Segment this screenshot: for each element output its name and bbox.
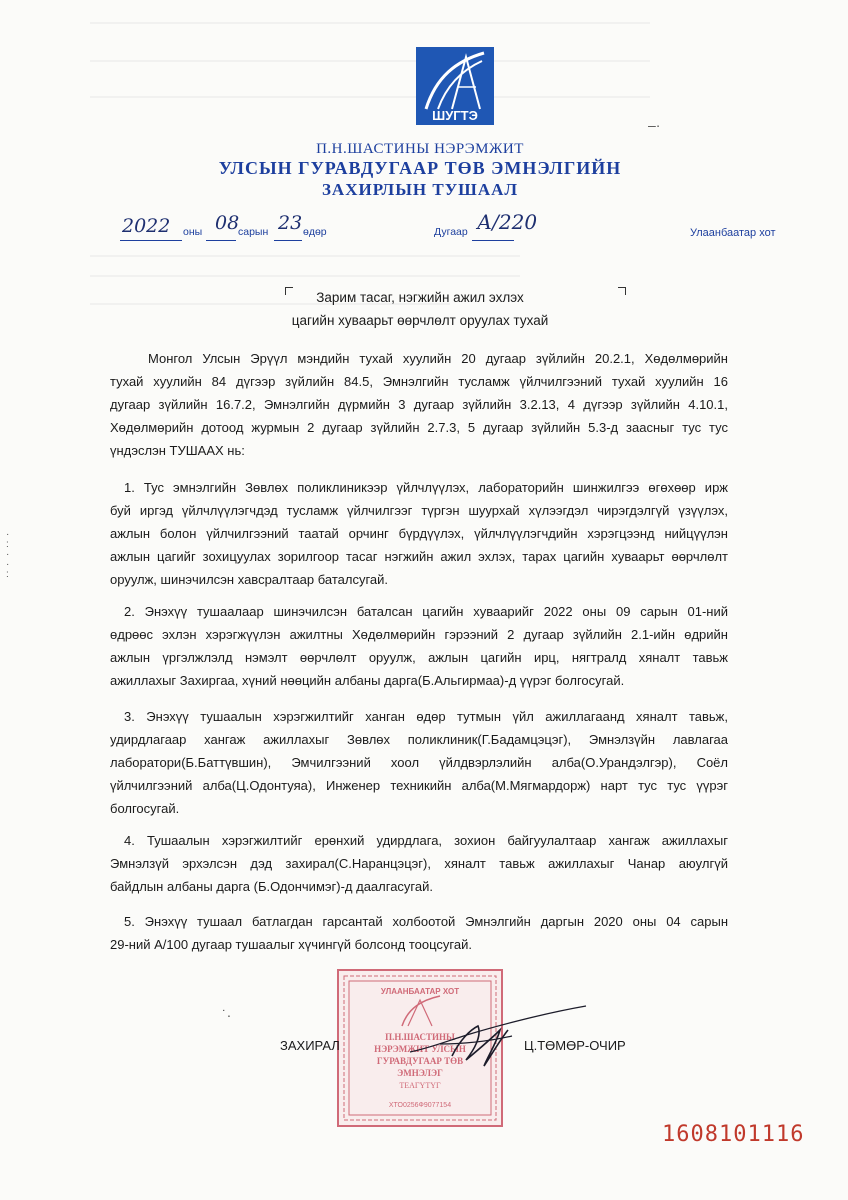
bleed-through-line xyxy=(90,96,650,98)
paragraph-line: оруулж, шинэчилсэн хавсралтаар баталсугай. xyxy=(110,572,389,587)
header-line-3: ЗАХИРЛЫН ТУШААЛ xyxy=(321,180,519,199)
paragraph-line: байдлын албаны дарга (Б.Одончимэг)-д даалгасугай. xyxy=(110,879,433,894)
year-label: оны xyxy=(183,226,203,238)
signatory-title: ЗАХИРАЛ xyxy=(280,1038,340,1053)
day-underline xyxy=(274,240,302,241)
paragraph-line: тухай хуулийн 84 дүгээр зүйлийн 84.5, Эмнэлгийн тусламж үйлчилгээний тухай хуулийн 16 xyxy=(110,374,728,389)
subject-line-1: Зарим тасаг, нэгжийн ажил эхлэх xyxy=(316,290,524,305)
paragraph-line: ажлын цагийг зохицуулах зорилгоор тасаг нэгжийн ажил эхлэх, тарах цагийн хуваарьт өөрчлөлт xyxy=(110,549,728,564)
number-label: Дугаар xyxy=(434,226,468,238)
paragraph-line: 5. Энэхүү тушаал батлагдан гарсантай холбоотой Эмнэлгийн даргын 2020 оны 04 сарын xyxy=(124,914,728,929)
paragraph-line: Монгол Улсын Эрүүл мэндийн тухай хуулийн 20 дугаар зүйлийн 20.2.1, Хөдөлмөрийн xyxy=(148,351,728,366)
bleed-through-line xyxy=(90,60,650,62)
paragraph-line: үндэслэн ТУШААХ нь: xyxy=(110,443,245,458)
day-label: өдөр xyxy=(303,226,327,238)
handwritten-day: 23 xyxy=(278,212,303,234)
stamp-line-5: ТЕАГҮТҮГ xyxy=(399,1081,441,1090)
paragraph-line: 2. Энэхүү тушаалаар шинэчилсэн баталсан цагийн хуваарийг 2022 оны 09 сарын 01-ний xyxy=(124,604,728,619)
stamp-line-4: ЭМНЭЛЭГ xyxy=(397,1068,443,1078)
paragraph-line: буй иргэд үйлчлүүлэгчдэд тусламж үйлчилгээг түргэн шуурхай хүлээгдэл чирэгдэлгүй үзүүлэх, xyxy=(110,503,728,518)
bleed-through-line xyxy=(90,255,520,257)
scan-speck: ˙· xyxy=(222,1007,232,1023)
clause-4-paragraph xyxy=(110,829,728,898)
hospital-logo xyxy=(416,47,494,125)
paragraph-line: үйлчилгээний алба(Ц.Одонтуяа), Инженер техникийн алба(М.Мягмардорж) нарт тус тус үүрэг xyxy=(110,778,728,793)
header-line-1: П.Н.ШАСТИНЫ НЭРЭМЖИТ xyxy=(316,141,524,157)
paragraph-line: Хөдөлмөрийн дотоод журмын 2 дугаар зүйлийн 2.7.3, 5 дугаар зүйлийн 5.3-д заасныг тус тус xyxy=(110,420,728,435)
handwritten-signature xyxy=(400,1000,590,1070)
year-underline xyxy=(120,240,182,241)
clause-1-paragraph xyxy=(110,476,728,591)
paragraph-line: 1. Тус эмнэлгийн Зөвлөх поликлиникээр үйлчлүүлэх, лабораторийн шинжилгээ өгөхөөр ирж xyxy=(124,480,728,495)
header-line-2: УЛСЫН ГУРАВДУГААР ТӨВ ЭМНЭЛГИЙН xyxy=(218,158,622,178)
clause-3-paragraph xyxy=(110,705,728,820)
paragraph-line: удирдлагаар хангаж ажиллахыг Зөвлөх поликлиник(Г.Бадамцэцэг), Эмнэлзүйн лавлагаа xyxy=(110,732,728,747)
preamble-paragraph xyxy=(110,347,728,462)
city-label: Улаанбаатар хот xyxy=(690,227,776,239)
paragraph-line: өдрөөс эхлэн хэрэгжүүлэн ажилтны Хөдөлмөрийн гэрээний 2 дугаар зүйлийн 2.1-ийн өдрийн xyxy=(110,627,728,642)
number-underline xyxy=(472,240,514,241)
serial-number: 1608101116 xyxy=(662,1122,805,1147)
paragraph-line: 29-ний А/100 дугаар тушаалыг хүчингүй болсонд тооцсугай. xyxy=(110,937,472,952)
handwritten-number: А/220 xyxy=(477,210,538,234)
month-label: сарын xyxy=(238,226,269,238)
signatory-name: Ц.ТӨМӨР-ОЧИР xyxy=(524,1038,626,1053)
paragraph-line: ажиллахыг Захиргаа, хүний нөөцийн албаны дарга(Б.Альгирмаа)-д үүрэг болгосугай. xyxy=(110,673,625,688)
scan-speck: –· xyxy=(648,117,661,133)
paragraph-line: ажлын болон үйлчилгээний таатай орчинг бүрдүүлэх, үйлчлүүлэгчдийн хэрэгцээнд нийцүүлэн xyxy=(110,526,728,541)
paragraph-line: Эмнэлзүй эрхэлсэн дэд захирал(С.Наранцэцэг), хяналт тавьж ажиллахыг Чанар аюулгүй xyxy=(110,856,728,871)
stamp-top-text: УЛААНБААТАР ХОТ xyxy=(380,987,460,996)
paragraph-line: 4. Тушаалын хэрэгжилтийг ерөнхий удирдлага, зохион байгуулалтаар хангаж ажиллахыг xyxy=(124,833,728,848)
month-underline xyxy=(206,240,236,241)
stamp-line-2: НЭРЭМЖИТ УЛСЫН xyxy=(374,1044,466,1054)
scan-speck: · : · · : xyxy=(6,529,10,580)
bleed-through-line xyxy=(90,275,520,277)
subject-line-2: цагийн хуваарьт өөрчлөлт оруулах тухай xyxy=(291,313,549,328)
stamp-code: ХТО0256Ф9077154 xyxy=(388,1102,452,1109)
paragraph-line: болгосугай. xyxy=(110,801,180,816)
paragraph-line: ажлын үргэлжлэлд нэмэлт өөрчлөлт оруулж, ажлын цагийн ирц, нягтралд хяналт тавьж xyxy=(110,650,728,665)
handwritten-year: 2022 xyxy=(122,215,171,237)
logo-text: ШУГТЭ xyxy=(432,108,478,123)
clause-5-paragraph xyxy=(110,910,728,956)
bleed-through-line xyxy=(90,22,650,24)
paragraph-line: 3. Энэхүү тушаалын хэрэгжилтийг ханган өдөр тутмын үйл ажиллагаанд хяналт тавьж, xyxy=(124,709,728,724)
stamp-line-1: П.Н.ШАСТИНЫ xyxy=(385,1032,455,1042)
handwritten-month: 08 xyxy=(215,212,240,234)
clause-2-paragraph xyxy=(110,600,728,692)
paragraph-line: лаборатори(Б.Баттүвшин), Эмчилгээний хоол үйлдвэрлэлийн алба(О.Урандэлгэр), Соёл xyxy=(110,755,728,770)
stamp-line-3: ГУРАВДУГААР ТӨВ xyxy=(376,1056,464,1066)
paragraph-line: дугаар зүйлийн 16.7.2, Эмнэлгийн дүрмийн 3 дугаар зүйлийн 3.2.13, 4 дүгээр зүйлийн 4.10.1, xyxy=(110,397,728,412)
